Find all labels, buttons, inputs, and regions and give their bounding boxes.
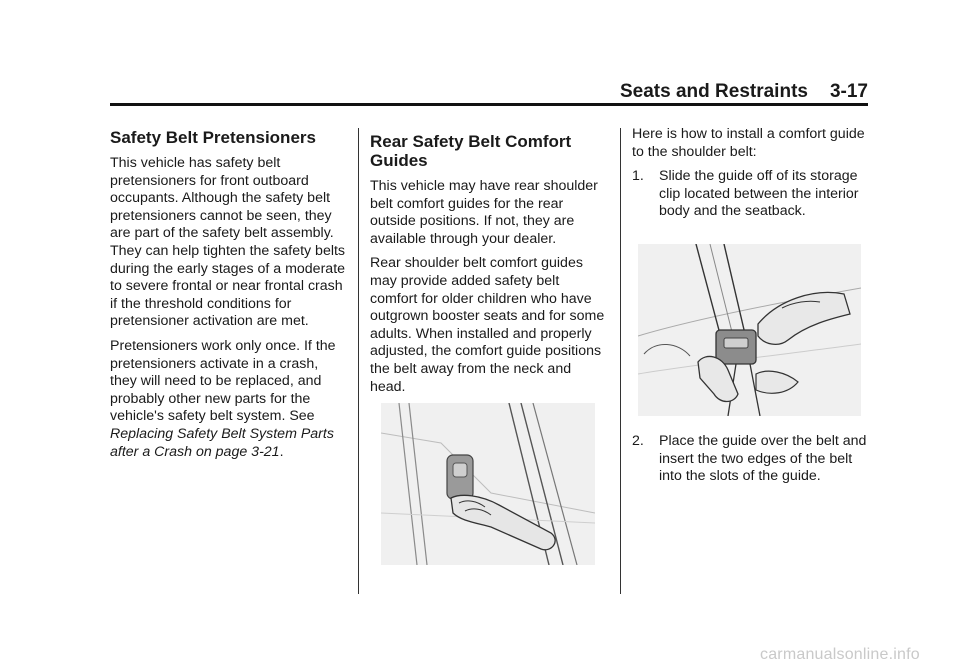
step-text: Slide the guide off of its storage clip located between the interior body and the seatback.: [659, 168, 859, 220]
paragraph: This vehicle may have rear shoulder belt comfort guides for the rear outside positions. If not, they are available through your dealer.: [370, 178, 598, 247]
cross-reference-link[interactable]: Replacing Safety Belt System Parts after a Crash on page 3-21: [110, 425, 334, 460]
section-heading: Rear Safety Belt Comfort Guides: [370, 132, 572, 170]
section-title: Seats and Restraints: [620, 81, 808, 102]
paragraph: This vehicle has safety belt pretensioners for front outboard occupants. Although the safety belt pretensioners cannot be seen, they are part of the safety belt assembly. They can help tighten the safety belts during the early stages of a moderate to severe frontal or near frontal crash if the threshold conditions for pretensioner activation are met.: [110, 155, 346, 330]
section-heading: Safety Belt Pretensioners: [110, 128, 316, 147]
column-left: [110, 124, 346, 468]
storage-clip-drawing: [638, 244, 861, 416]
column-divider: [620, 128, 621, 594]
column-divider: [358, 128, 359, 594]
storage-clip-illustration: [638, 244, 861, 416]
step-text: Place the guide over the belt and insert the two edges of the belt into the slots of the guide.: [659, 432, 867, 485]
step-number: 1.: [632, 168, 644, 185]
comfort-guide-drawing: [381, 403, 595, 565]
paragraph: Here is how to install a comfort guide to the shoulder belt:: [632, 126, 865, 160]
paragraph: Rear shoulder belt comfort guides may provide added safety belt comfort for older children who have outgrown booster seats and for some adults. When installed and properly adjusted, the comfort guide positions the belt away from the neck and head.: [370, 255, 605, 395]
step-item: [632, 168, 870, 221]
page-number: 3-17: [829, 81, 868, 102]
comfort-guide-illustration: [381, 403, 595, 565]
paragraph: Pretensioners work only once. If the pretensioners activate in a crash, they will need to be replaced, and probably other new parts for the vehicle's safety belt system. See Replacing Safety Belt System Parts after a Crash on page 3-21.: [110, 337, 336, 460]
column-middle: [370, 128, 610, 403]
watermark: carmanualsonline.info: [760, 646, 920, 663]
header-rule: [110, 103, 868, 106]
step-number: 2.: [632, 432, 644, 449]
step-item: [632, 433, 870, 486]
page-header: [110, 82, 868, 102]
